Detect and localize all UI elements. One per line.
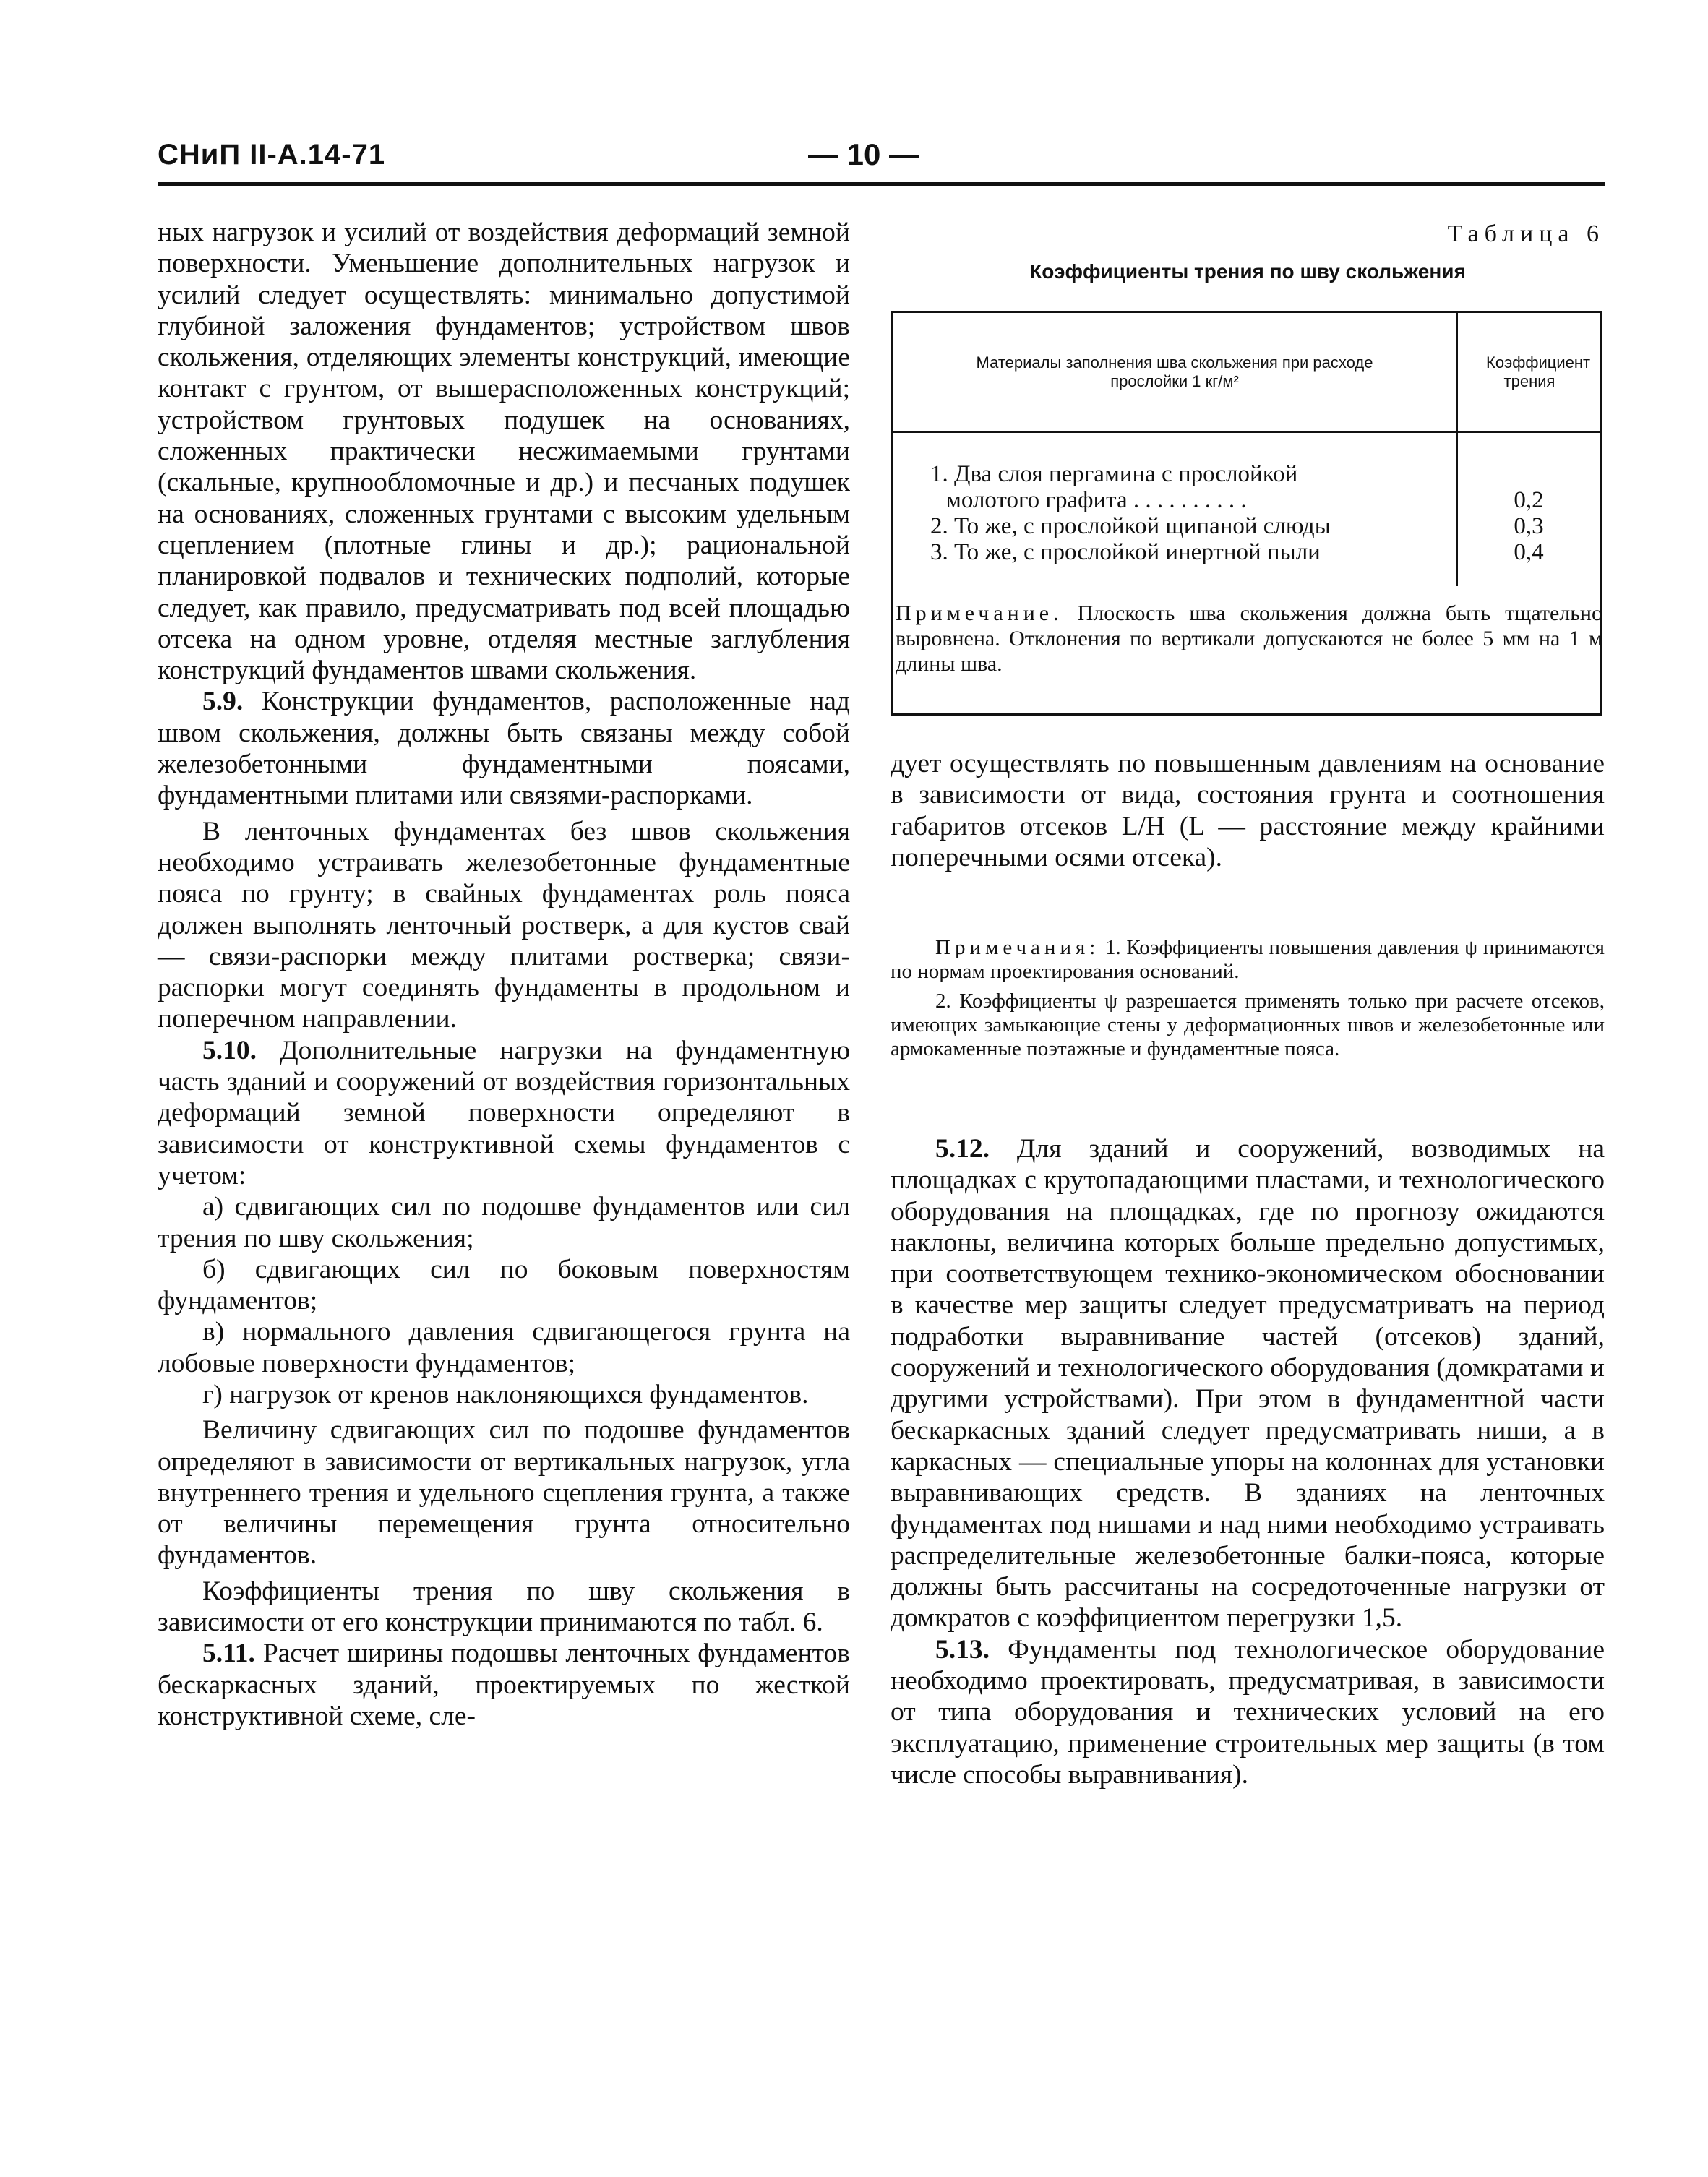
right-column-clauses	[891, 1133, 1605, 1790]
table-row	[930, 539, 1451, 565]
clause-5-9	[158, 686, 850, 811]
clause-5-10	[158, 1035, 850, 1191]
note-text: 1. Коэффициенты повышения давления ψ принимаются по нормам проектирования оснований.	[891, 936, 1605, 983]
note-text: Плоскость шва скольжения должна быть тщательно выровнена. Отклонения по вертикали допускаются не более 5 мм на 1 м длины шва.	[896, 601, 1602, 676]
clause-text: Конструкции фундаментов, расположенные над швом скольжения, должны быть связаны между собой железобетонными фундаментными поясами, фундаментными плитами или связями-распорками.	[158, 687, 850, 811]
note-label: Примечание.	[896, 601, 1063, 625]
list-item-a: а) сдвигающих сил по подошве фундаментов или сил трения по шву скольжения;	[158, 1192, 850, 1253]
document-code: СНиП II-А.14-71	[158, 139, 386, 171]
paragraph-continuation: дует осуществлять по повышенным давлениям на основание в зависимости от вида, состояния грунта и соотношения габаритов отсеков L/H (L — расстояние между крайними поперечными осями отсека).	[891, 749, 1605, 872]
notes-label: Примечания:	[935, 936, 1100, 959]
clause-number: 5.12.	[935, 1134, 990, 1164]
note-1	[891, 936, 1605, 984]
list-item-b: б) сдвигающих сил по боковым поверхностям фундаментов;	[158, 1254, 850, 1316]
clause-5-12	[891, 1133, 1605, 1634]
clause-number: 5.13.	[935, 1634, 990, 1665]
clause-text: Дополнительные нагрузки на фундаментную часть зданий и сооружений от воздействия горизонтальных деформаций земной поверхности определяют в зависимости от конструктивной схемы фундаментов с учетом:	[158, 1035, 850, 1190]
coefficient-value: 0,4	[1514, 539, 1544, 565]
header-rule	[158, 182, 1605, 186]
clause-text: Для зданий и сооружений, возводимых на площадках с крутопадающими пластами, и технологического оборудования на площадках, где по прогнозу ожидаются наклоны, величина которых больше предельно допустимых, при соответствующем технико-экономическом обосновании в качестве мер защиты следует предусматривать на период подработки выравнивание частей (отсеков) зданий, сооружений и технологического оборудования (домкратами и другими устройствами). При этом в фундаментной части бескаркасных зданий следует предусматривать ниши, а в каркасных — специальные упоры на колоннах для установки выравнивающих средств. В зданиях на ленточных фундаментах под нишами и над ними необходимо устраивать распределительные железобетонные балки-пояса, которые должны быть рассчитаны на сосредоточенные нагрузки от домкратов с коэффициентом перегрузки 1,5.	[891, 1134, 1605, 1633]
clause-5-11	[158, 1638, 850, 1732]
clause-5-13	[891, 1634, 1605, 1790]
right-column-continuation	[891, 748, 1605, 873]
column-header-materials: Материалы заполнения шва скольжения при расходе прослойки 1 кг/м²	[976, 353, 1373, 390]
column-header-coefficient: Коэффициент трения	[1456, 313, 1601, 431]
list-item-v: в) нормального давления сдвигающегося грунта на лобовые поверхности фундаментов;	[158, 1317, 850, 1378]
clause-text: Фундаменты под технологическое оборудование необходимо проектировать, предусматривая, в зависимости от типа оборудования и технических условий на его эксплуатацию, применение строительных мер защиты (в том числе способы выравнивания).	[891, 1634, 1605, 1790]
left-column	[158, 217, 850, 1732]
paragraph-continuation: ных нагрузок и усилий от воздействия деформаций земной поверхности. Уменьшение дополнительных нагрузок и усилий следует осуществлять: минимально допустимой глубиной заложения фундаментов; устройством швов скольжения, отделяющих элементы конструкций, имеющие контакт с грунтом, от вышерасположенных конструкций; устройством грунтовых подушек на основаниях, сложенных практически несжимаемыми грунтами (скальные, крупнообломочные и др.) и песчаных подушек на основаниях, сложенных грунтами с высоким удельным сцеплением (плотные глины и др.); рациональной планировкой подвалов и технических подполий, которые следует, как правило, предусматривать под всей площадью отсека на одном уровне, отделяя местные заглубления конструкций фундаментов швами скольжения.	[158, 218, 850, 686]
list-item-g: г) нагрузок от кренов наклоняющихся фундаментов.	[202, 1379, 809, 1409]
table-row	[930, 513, 1451, 539]
clause-number: 5.9.	[202, 687, 244, 717]
paragraph: В ленточных фундаментах без швов скольжения необходимо устраивать железобетонные фундаментные пояса по грунту; в свайных фундаментах роль пояса должен выполнять ленточный ростверк, а для кустов свай — связи-распорки между плитами ростверка; связи-распорки могут соединять фундаменты в продольном и поперечном направлении.	[158, 816, 850, 1034]
clause-number: 5.10.	[202, 1035, 257, 1065]
clause-number: 5.11.	[202, 1639, 255, 1669]
table-header-row	[893, 313, 1600, 433]
table-title: Коэффициенты трения по шву скольжения	[1029, 260, 1466, 283]
page-number: — 10 —	[808, 137, 920, 171]
table-body	[893, 431, 1600, 597]
clause-text: Расчет ширины подошвы ленточных фундаментов бескаркасных зданий, проектируемых по жесткой конструктивной схеме, сле-	[158, 1639, 850, 1731]
notes-block	[891, 936, 1605, 1067]
coefficient-value: 0,3	[1514, 513, 1544, 539]
page-header	[158, 139, 1605, 182]
row-text: 2. То же, с прослойкой щипаной слюды	[930, 513, 1331, 539]
coefficient-value: 0,2	[1514, 487, 1544, 513]
paragraph: Величину сдвигающих сил по подошве фундаментов определяют в зависимости от вертикальных нагрузок, угла внутреннего трения и удельного сцепления грунта, а также от величины перемещения грунта относительно фундаментов.	[158, 1415, 850, 1571]
table-note	[893, 601, 1605, 677]
row-text: 1. Два слоя пергамина с прослойкой	[930, 461, 1298, 487]
row-text: молотого графита . . . . . . . . . .	[946, 487, 1247, 513]
note-2: 2. Коэффициенты ψ разрешается применять только при расчете отсеков, имеющих замыкающие стены у деформационных швов и железобетонные или армокаменные поэтажные и фундаментные пояса.	[891, 989, 1605, 1060]
friction-table	[891, 311, 1602, 716]
paragraph: Коэффициенты трения по шву скольжения в зависимости от его конструкции принимаются по табл. 6.	[158, 1576, 850, 1638]
row-text: 3. То же, с прослойкой инертной пыли	[930, 539, 1321, 565]
table-caption: Таблица 6	[1447, 220, 1605, 247]
table-row	[930, 461, 1451, 513]
